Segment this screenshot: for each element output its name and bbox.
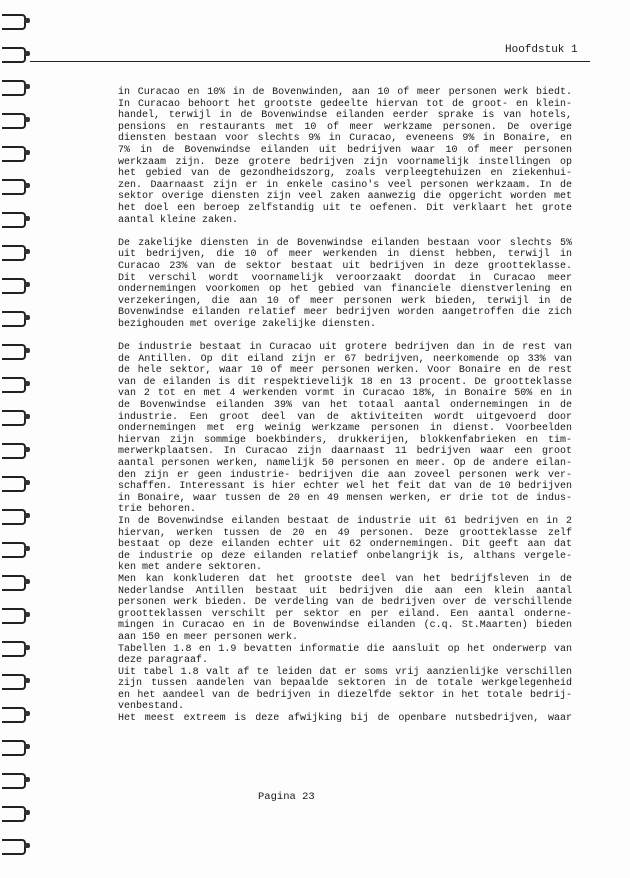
text-line: pensions en restaurants met 10 of meer werkzame personen. De overige (118, 121, 572, 133)
text-line: uit bedrijven, die 10 of meer werkenden in dienst hebben, terwijl in (118, 249, 572, 261)
text-line: Men kan konkluderen dat het grootste deel van het bedrijfsleven in de (118, 573, 572, 585)
binding-ring-icon (2, 212, 30, 226)
paragraph-gap (118, 226, 572, 238)
paragraph (118, 342, 572, 516)
text-line: industrie. Een groot deel van de aktiviteiten wordt uitgevoerd door (118, 411, 572, 423)
binding-ring-icon (2, 641, 30, 655)
binding-ring-icon (2, 608, 30, 622)
text-line: De zakelijke diensten in de Bovenwindse eilanden bestaan voor slechts 5% (118, 237, 572, 249)
binding-ring-icon (2, 113, 30, 127)
text-line: in Bonaire, waar tussen de 20 en 49 mensen werken, er drie tot de indus- (118, 492, 572, 504)
header-rule (30, 61, 590, 62)
text-line: In de Bovenwindse eilanden bestaat de industrie uit 61 bedrijven en in 2 (118, 515, 572, 527)
text-line: Uit tabel 1.8 valt af te leiden dat er soms vrij aanzienlijke verschillen (118, 666, 572, 678)
text-line: Tabellen 1.8 en 1.9 bevatten informatie die aansluit op het onderwerp van (118, 643, 572, 655)
text-line: schaffen. Interessant is hier echter wel het feit dat van de 10 bedrijven (118, 481, 572, 493)
paragraph (118, 574, 572, 644)
spiral-binding (0, 0, 40, 878)
paragraph (118, 644, 572, 667)
binding-ring-icon (2, 806, 30, 820)
page-number: Pagina 23 (258, 791, 315, 803)
text-line: den zijn er geen industrie- bedrijven die aan zoveel personen werk ver- (118, 469, 572, 481)
text-line: zijn tussen aandelen van bepaalde sektoren in de totale werkgelegenheid (118, 678, 572, 690)
text-line: van 2 tot en met 4 werkenden vormt in Curacao 18%, in Bonaire 50% en in (118, 388, 572, 400)
text-line: sektor overige diensten zijn veel zaken aanwezig die opgericht worden met (118, 191, 572, 203)
binding-ring-icon (2, 773, 30, 787)
paragraph (118, 238, 572, 331)
body-text (118, 87, 572, 725)
text-line: 7% in de Bovenwindse eilanden uit bedrijven waar 10 of meer personen (118, 144, 572, 156)
paragraph (118, 713, 572, 725)
text-line: de Antillen. Op dit eiland zijn er 67 bedrijven, neerkomende op 33% van (118, 353, 572, 365)
binding-ring-icon (2, 80, 30, 94)
text-line: de Bovenwindse eilanden 39% van het totaal aantal ondernemingen in de (118, 400, 572, 412)
binding-ring-icon (2, 179, 30, 193)
binding-ring-icon (2, 542, 30, 556)
paragraph (118, 516, 572, 574)
text-line: en het aandeel van de bedrijven in diezelfde sektor in het totale bedrij- (118, 689, 572, 701)
binding-ring-icon (2, 278, 30, 292)
text-line: deze paragraaf. (118, 655, 209, 667)
text-line: Dit verschil wordt voornamelijk veroorzaakt doordat in Curacao meer (118, 272, 572, 284)
binding-ring-icon (2, 575, 30, 589)
text-line: merwerkplaatsen. In Curacao zijn daarnaast 11 bedrijven waar een groot (118, 446, 572, 458)
text-line: ondernemingen met erg weinig werkzame personen in dienst. Voorbeelden (118, 423, 572, 435)
text-line: in Curacao en 10% in de Bovenwinden, aan 10 of meer personen werk biedt. (118, 87, 572, 98)
binding-ring-icon (2, 344, 30, 358)
binding-ring-icon (2, 674, 30, 688)
binding-ring-icon (2, 47, 30, 61)
text-line: Curacao 23% van de sektor bestaat uit bedrijven in deze grootteklasse. (118, 260, 572, 272)
paragraph (118, 667, 572, 713)
text-line: mingen in Curacao en in de Bovenwindse eilanden (c.q. St.Maarten) bieden (118, 620, 572, 632)
text-line: verzekeringen, die aan 10 of meer personen werk bieden, terwijl in de (118, 295, 572, 307)
text-line: trie behoren. (118, 504, 197, 516)
binding-ring-icon (2, 509, 30, 523)
text-line: Het meest extreem is deze afwijking bij de openbare nutsbedrijven, waar (118, 713, 572, 725)
text-line: Nederlandse Antillen bestaat uit bedrijven die aan een klein aantal (118, 585, 572, 597)
binding-ring-icon (2, 476, 30, 490)
text-line: de industrie op deze eilanden relatief onbelangrijk is, althans vergele- (118, 550, 572, 562)
text-line: zen. Daarnaast zijn er in enkele casino's veel personen werkzaam. In de (118, 179, 572, 191)
binding-ring-icon (2, 443, 30, 457)
text-line: van de eilanden is dit respektievelijk 18 en 13 procent. De grootteklasse (118, 376, 572, 388)
text-line: handel, terwijl in de Bovenwindse eilanden eerder sprake is van hotels, (118, 110, 572, 122)
text-line: hiervan, werken tussen de 20 en 49 personen. Deze grootteklasse zelf (118, 527, 572, 539)
text-line: In Curacao behoort het grootste gedeelte hiervan tot de groot- en klein- (118, 98, 572, 110)
binding-ring-icon (2, 707, 30, 721)
text-line: ondernemingen voorkomen op het gebied van financiele dienstverlening en (118, 284, 572, 296)
text-line: diensten bestaan voor slechts 9% in Curacao, eveneens 9% in Bonaire, en (118, 133, 572, 145)
chapter-header: Hoofdstuk 1 (505, 44, 578, 56)
text-line: Bovenwindse eilanden relatief meer bedrijven worden aangetroffen die zich (118, 307, 572, 319)
text-line: grootteklassen verschilt per sektor en per eiland. Een aantal onderne- (118, 608, 572, 620)
binding-ring-icon (2, 245, 30, 259)
text-line: aantal personen werken, namelijk 50 personen en meer. Op de andere eilan- (118, 458, 572, 469)
text-line: personen werk bieden. De verdeling van de bedrijven over de verschillende (118, 597, 572, 609)
text-line: De industrie bestaat in Curacao uit grotere bedrijven dan in de rest van (118, 342, 572, 354)
binding-ring-icon (2, 311, 30, 325)
text-line: het doel een beroep zelfstandig uit te oefenen. Dit verklaart het grote (118, 202, 572, 214)
text-line: aan 150 en meer personen werk. (118, 631, 299, 643)
text-line: ken met andere sektoren. (118, 562, 263, 574)
paragraph-gap (118, 330, 572, 342)
text-line: venbestand. (118, 701, 185, 713)
binding-ring-icon (2, 377, 30, 391)
binding-ring-icon (2, 740, 30, 754)
text-line: het gebied van de gezondheidszorg, zoals verpleegtehuizen en ziekenhui- (118, 168, 572, 180)
paragraph (118, 87, 572, 226)
text-line: bezighouden met overige zakelijke diensten. (118, 318, 377, 330)
binding-ring-icon (2, 839, 30, 853)
binding-ring-icon (2, 410, 30, 424)
text-line: de hele sektor, waar 10 of meer personen werken. Voor Bonaire en de rest (118, 365, 572, 377)
text-line: bestaat op deze eilanden echter uit 62 ondernemingen. Dit geeft aan dat (118, 539, 572, 551)
text-line: aantal kleine zaken. (118, 214, 239, 226)
text-line: hiervan zijn sommige boekbinders, drukkerijen, blokkenfabrieken en tim- (118, 434, 572, 446)
binding-ring-icon (2, 146, 30, 160)
binding-ring-icon (2, 14, 30, 28)
text-line: werkzaam zijn. Deze grotere bedrijven zijn voornamelijk instellingen op (118, 156, 572, 168)
